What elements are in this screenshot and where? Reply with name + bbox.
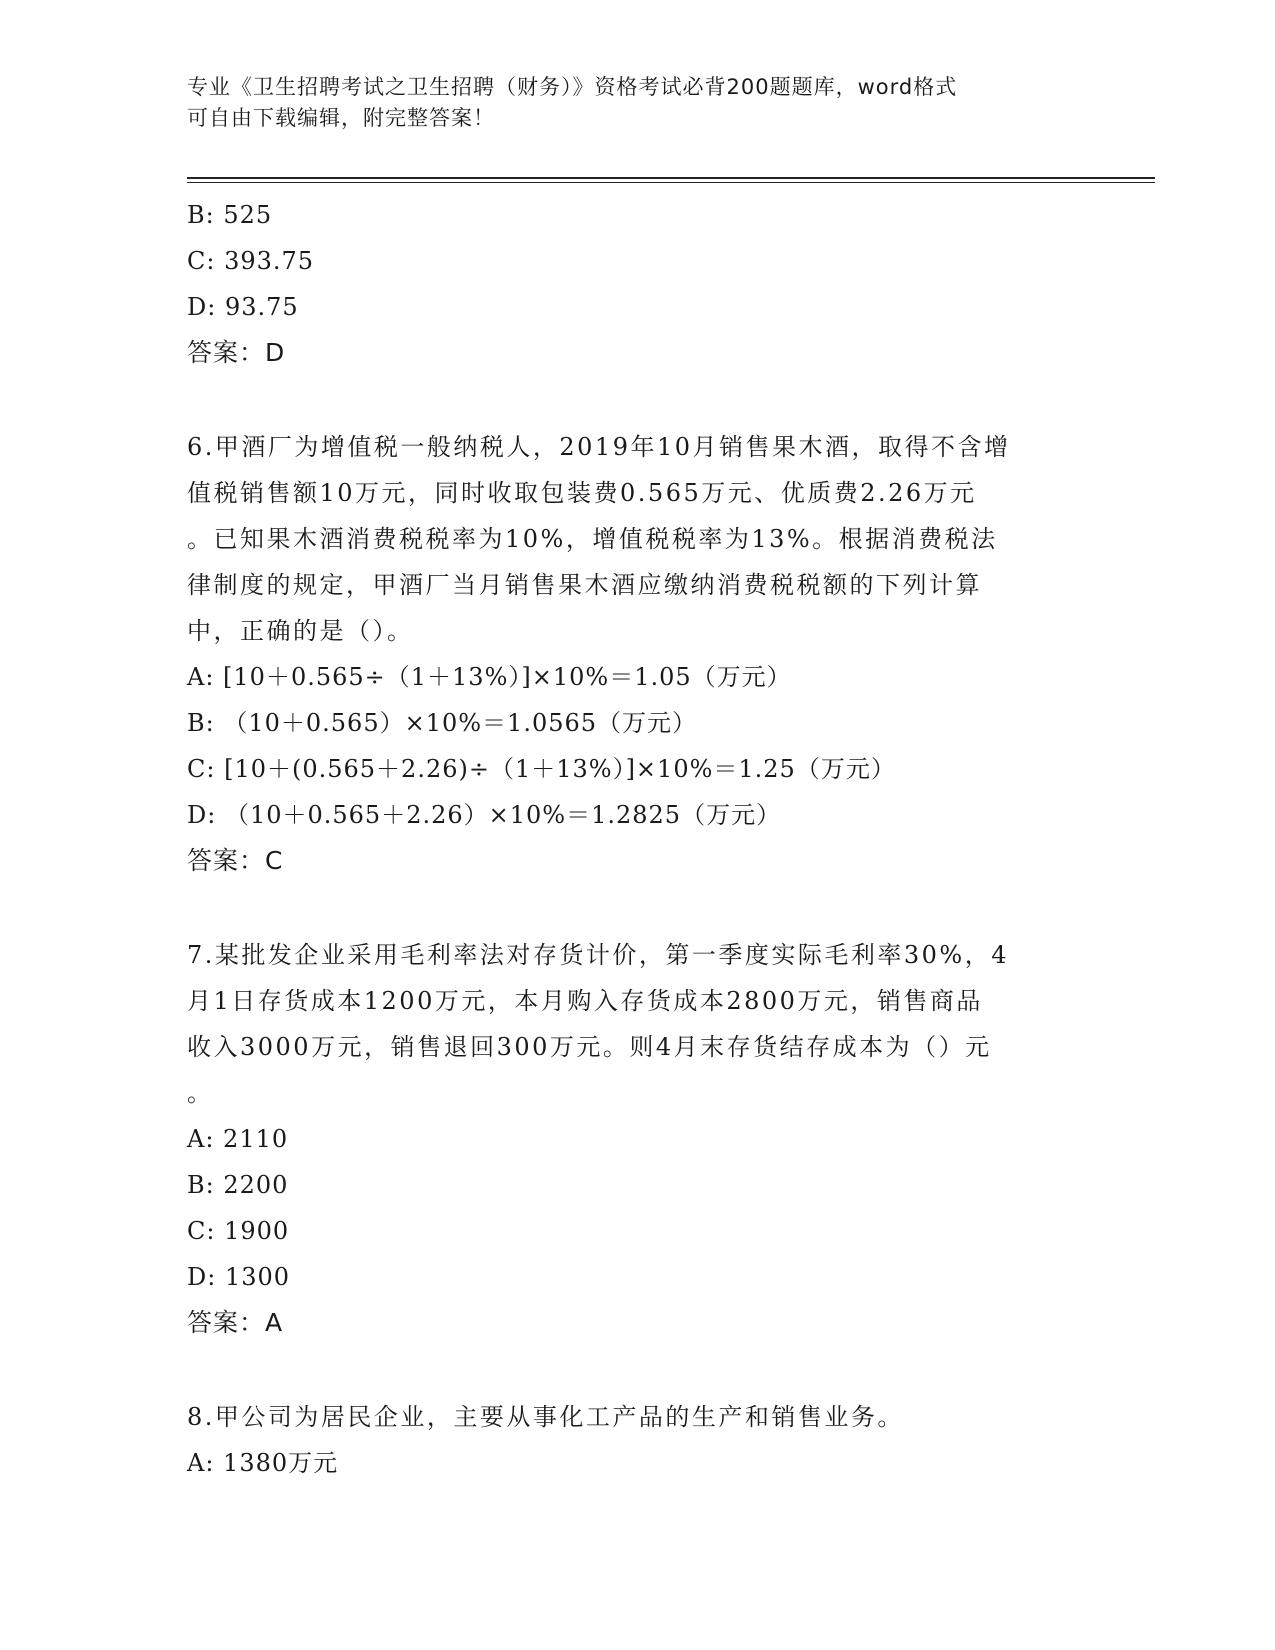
question-stem-line: 。 [187, 1079, 214, 1107]
answer-line: 答案：D [187, 338, 286, 367]
header-line-2: 可自由下载编辑，附完整答案！ [187, 106, 495, 130]
answer-line: 答案：C [187, 846, 284, 875]
option-d: D: （10＋0.565＋2.26）×10%＝1.2825（万元） [187, 801, 782, 829]
option-c: C: [10＋(0.565＋2.26)÷（1＋13%）]×10%＝1.25（万元） [187, 755, 896, 783]
option-b: B: 525 [187, 201, 273, 229]
option-b: B: 2200 [187, 1171, 289, 1199]
question-stem-line: 月1日存货成本1200万元，本月购入存货成本2800万元，销售商品 [187, 987, 983, 1015]
question-stem-line: 8.甲公司为居民企业，主要从事化工产品的生产和销售业务。 [187, 1403, 904, 1431]
document-header [187, 72, 1087, 134]
option-d: D: 1300 [187, 1263, 291, 1291]
option-b: B: （10＋0.565）×10%＝1.0565（万元） [187, 709, 698, 737]
question-stem-line: 值税销售额10万元，同时收取包装费0.565万元、优质费2.26万元 [187, 479, 977, 507]
question-stem-line: 7.某批发企业采用毛利率法对存货计价，第一季度实际毛利率30%，4 [187, 941, 1010, 969]
question-stem-line: 收入3000万元，销售退回300万元。则4月末存货结存成本为（）元 [187, 1033, 992, 1061]
question-stem-line: 。已知果木酒消费税税率为10%，增值税税率为13%。根据消费税法 [187, 525, 998, 553]
header-divider-thick [187, 177, 1155, 179]
option-a: A: 1380万元 [187, 1449, 339, 1477]
answer-line: 答案：A [187, 1308, 284, 1337]
document-body [187, 192, 1087, 1486]
question-5-tail [187, 192, 1087, 376]
question-stem-line: 6.甲酒厂为增值税一般纳税人，2019年10月销售果木酒，取得不含增 [187, 433, 1011, 461]
question-stem-line: 中，正确的是（）。 [187, 617, 414, 645]
option-d: D: 93.75 [187, 293, 299, 321]
option-a: A: [10＋0.565÷（1＋13%）]×10%＝1.05（万元） [187, 663, 792, 691]
header-divider-thin [187, 182, 1155, 183]
question-7 [187, 932, 1087, 1346]
question-stem-line: 律制度的规定，甲酒厂当月销售果木酒应缴纳消费税税额的下列计算 [187, 571, 982, 599]
header-line-1: 专业《卫生招聘考试之卫生招聘（财务）》资格考试必背200题题库，word格式 [187, 75, 958, 99]
question-6 [187, 424, 1087, 884]
option-c: C: 1900 [187, 1217, 290, 1245]
option-a: A: 2110 [187, 1125, 289, 1153]
option-c: C: 393.75 [187, 247, 315, 275]
question-8 [187, 1394, 1087, 1486]
